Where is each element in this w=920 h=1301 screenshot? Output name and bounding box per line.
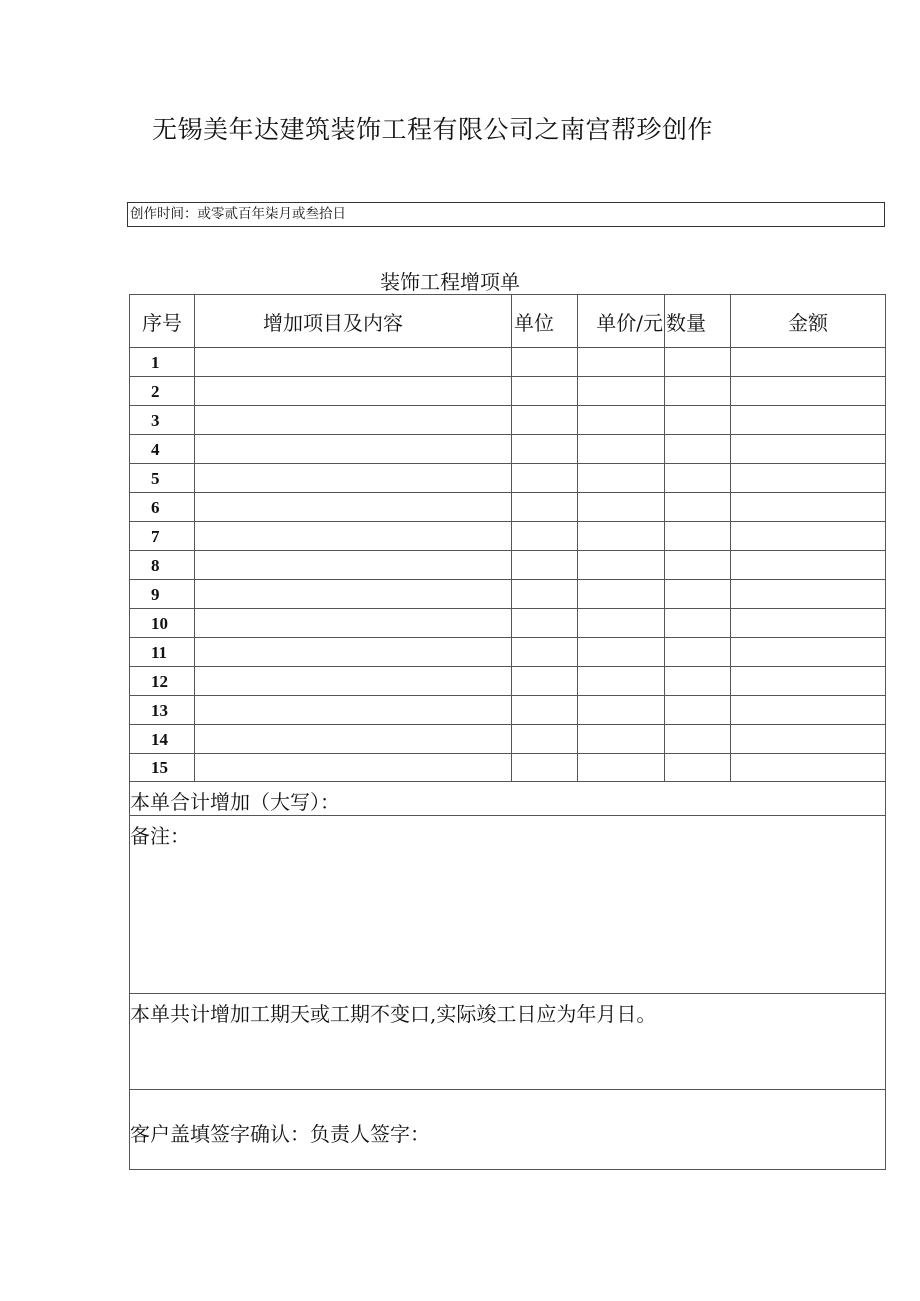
unit-cell[interactable] <box>512 493 578 522</box>
table-row <box>130 638 886 667</box>
header-cell-amount: 金额 <box>731 295 886 348</box>
row-number: 12 <box>130 667 195 696</box>
quantity-cell[interactable] <box>665 435 731 464</box>
unit-cell[interactable] <box>512 551 578 580</box>
quantity-cell[interactable] <box>665 493 731 522</box>
unit-cell[interactable] <box>512 522 578 551</box>
header-cell-unit: 单位 <box>512 295 578 348</box>
unit-price-cell[interactable] <box>578 754 665 782</box>
customer-signature-row <box>130 1090 886 1170</box>
amount-cell[interactable] <box>731 493 886 522</box>
amount-cell[interactable] <box>731 551 886 580</box>
customer-signature-label: 客户盖填签字确认：负责人签字： <box>130 1122 430 1146</box>
unit-price-cell[interactable] <box>578 551 665 580</box>
total-increase-row <box>130 782 886 816</box>
item-cell[interactable] <box>195 638 512 667</box>
item-cell[interactable] <box>195 609 512 638</box>
header-cell-item: 增加项目及内容 <box>195 295 512 348</box>
row-number: 8 <box>130 551 195 580</box>
table-row <box>130 725 886 754</box>
amount-cell[interactable] <box>731 725 886 754</box>
quantity-cell[interactable] <box>665 609 731 638</box>
unit-price-cell[interactable] <box>578 609 665 638</box>
quantity-cell[interactable] <box>665 754 731 782</box>
row-number: 13 <box>130 696 195 725</box>
unit-cell[interactable] <box>512 609 578 638</box>
unit-price-cell[interactable] <box>578 580 665 609</box>
row-number: 4 <box>130 435 195 464</box>
total-increase-cell[interactable] <box>130 782 886 816</box>
creation-time-text: 创作时间：或零贰百年柒月或叁拾日 <box>130 206 346 222</box>
item-cell[interactable] <box>195 377 512 406</box>
row-number: 7 <box>130 522 195 551</box>
schedule-note-label: 本单共计增加工期天或工期不变口,实际竣工日应为年月日。 <box>130 1002 657 1026</box>
item-cell[interactable] <box>195 464 512 493</box>
creation-time-box <box>127 202 885 227</box>
table-row <box>130 754 886 782</box>
header-cell-serial: 序号 <box>130 295 195 348</box>
table-row <box>130 493 886 522</box>
header-row <box>130 295 886 348</box>
amount-cell[interactable] <box>731 406 886 435</box>
table-row <box>130 551 886 580</box>
unit-cell[interactable] <box>512 406 578 435</box>
quantity-cell[interactable] <box>665 464 731 493</box>
quantity-cell[interactable] <box>665 522 731 551</box>
row-number: 3 <box>130 406 195 435</box>
quantity-cell[interactable] <box>665 348 731 377</box>
table-row <box>130 464 886 493</box>
remarks-label: 备注： <box>130 824 190 848</box>
form-title: 装饰工程增项单 <box>380 270 520 294</box>
unit-cell[interactable] <box>512 696 578 725</box>
quantity-cell[interactable] <box>665 725 731 754</box>
unit-cell[interactable] <box>512 667 578 696</box>
row-number: 11 <box>130 638 195 667</box>
row-number: 2 <box>130 377 195 406</box>
row-number: 6 <box>130 493 195 522</box>
row-number: 5 <box>130 464 195 493</box>
amount-cell[interactable] <box>731 667 886 696</box>
unit-cell[interactable] <box>512 464 578 493</box>
remarks-row <box>130 816 886 994</box>
unit-cell[interactable] <box>512 580 578 609</box>
item-cell[interactable] <box>195 696 512 725</box>
row-number: 14 <box>130 725 195 754</box>
item-cell[interactable] <box>195 348 512 377</box>
amount-cell[interactable] <box>731 348 886 377</box>
item-cell[interactable] <box>195 493 512 522</box>
amount-cell[interactable] <box>731 638 886 667</box>
table-row <box>130 522 886 551</box>
table-row <box>130 406 886 435</box>
unit-price-cell[interactable] <box>578 464 665 493</box>
unit-price-cell[interactable] <box>578 522 665 551</box>
items-table <box>129 294 886 1170</box>
unit-price-cell[interactable] <box>578 725 665 754</box>
row-number: 15 <box>130 754 195 782</box>
row-number: 10 <box>130 609 195 638</box>
quantity-cell[interactable] <box>665 377 731 406</box>
amount-cell[interactable] <box>731 609 886 638</box>
quantity-cell[interactable] <box>665 551 731 580</box>
item-cell[interactable] <box>195 580 512 609</box>
amount-cell[interactable] <box>731 580 886 609</box>
item-cell[interactable] <box>195 725 512 754</box>
table-row <box>130 435 886 464</box>
schedule-note-row <box>130 994 886 1090</box>
quantity-cell[interactable] <box>665 667 731 696</box>
total-increase-label: 本单合计增加（大写）： <box>130 790 340 814</box>
unit-cell[interactable] <box>512 725 578 754</box>
unit-price-cell[interactable] <box>578 696 665 725</box>
table-row <box>130 348 886 377</box>
unit-price-cell[interactable] <box>578 493 665 522</box>
amount-cell[interactable] <box>731 464 886 493</box>
quantity-cell[interactable] <box>665 696 731 725</box>
item-cell[interactable] <box>195 406 512 435</box>
table-row <box>130 667 886 696</box>
table-row <box>130 609 886 638</box>
amount-cell[interactable] <box>731 696 886 725</box>
unit-cell[interactable] <box>512 348 578 377</box>
table-row <box>130 696 886 725</box>
quantity-cell[interactable] <box>665 580 731 609</box>
unit-price-cell[interactable] <box>578 406 665 435</box>
item-cell[interactable] <box>195 522 512 551</box>
table-row <box>130 580 886 609</box>
quantity-cell[interactable] <box>665 638 731 667</box>
table-row <box>130 377 886 406</box>
document-title: 无锡美年达建筑装饰工程有限公司之南宫帮珍创作 <box>152 115 714 144</box>
amount-cell[interactable] <box>731 754 886 782</box>
remarks-cell[interactable] <box>130 816 886 994</box>
customer-signature-cell[interactable] <box>130 1090 886 1170</box>
unit-price-cell[interactable] <box>578 348 665 377</box>
item-cell[interactable] <box>195 667 512 696</box>
unit-cell[interactable] <box>512 754 578 782</box>
unit-cell[interactable] <box>512 638 578 667</box>
amount-cell[interactable] <box>731 377 886 406</box>
unit-price-cell[interactable] <box>578 435 665 464</box>
amount-cell[interactable] <box>731 435 886 464</box>
unit-price-cell[interactable] <box>578 667 665 696</box>
item-cell[interactable] <box>195 754 512 782</box>
unit-cell[interactable] <box>512 377 578 406</box>
item-cell[interactable] <box>195 551 512 580</box>
row-number: 1 <box>130 348 195 377</box>
row-number: 9 <box>130 580 195 609</box>
header-cell-unit-price: 单价/元 <box>578 295 665 348</box>
header-cell-quantity: 数量 <box>665 295 731 348</box>
unit-cell[interactable] <box>512 435 578 464</box>
amount-cell[interactable] <box>731 522 886 551</box>
schedule-note-cell[interactable] <box>130 994 886 1090</box>
unit-price-cell[interactable] <box>578 638 665 667</box>
quantity-cell[interactable] <box>665 406 731 435</box>
item-cell[interactable] <box>195 435 512 464</box>
unit-price-cell[interactable] <box>578 377 665 406</box>
